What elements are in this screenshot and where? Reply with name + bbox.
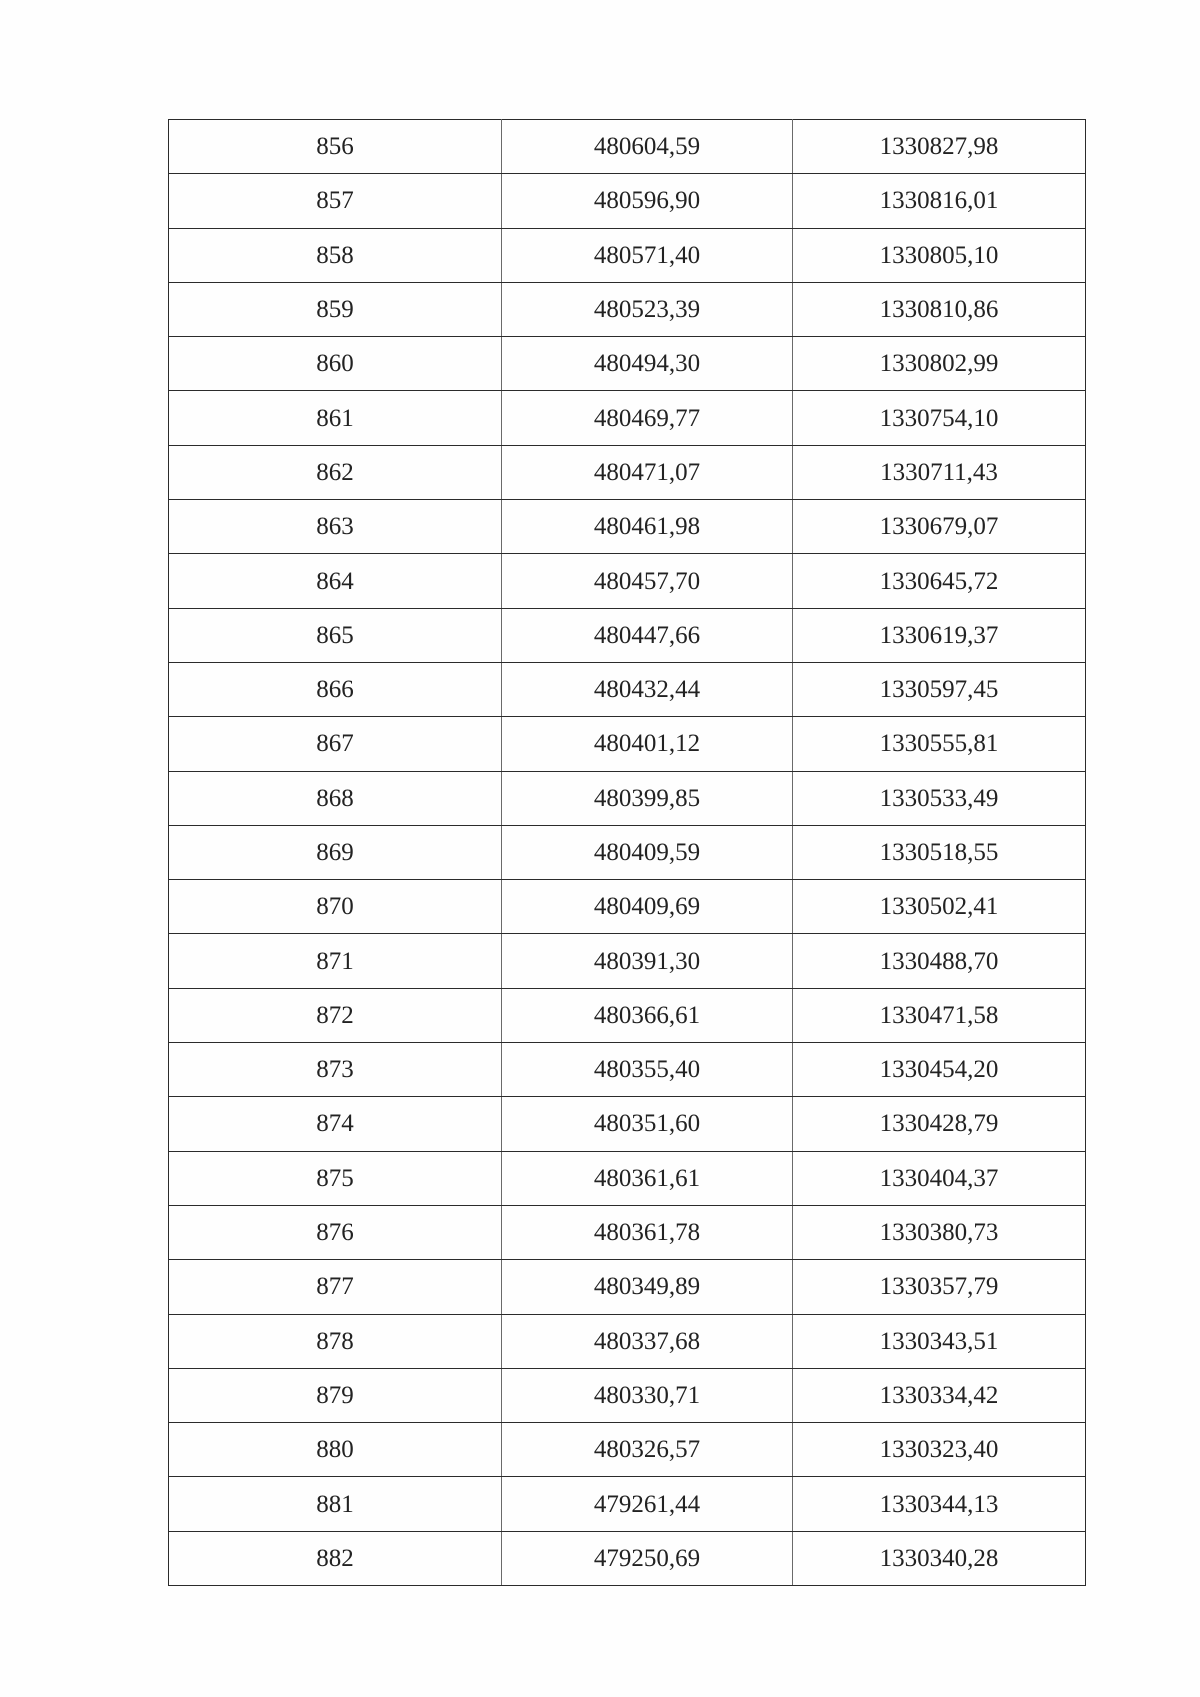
y-coordinate-cell: 1330344,13 <box>793 1477 1086 1531</box>
table-row <box>169 988 1086 1042</box>
table-row <box>169 391 1086 445</box>
point-number-cell: 857 <box>169 174 502 228</box>
x-coordinate-cell: 480469,77 <box>502 391 793 445</box>
table-row <box>169 608 1086 662</box>
table-row <box>169 500 1086 554</box>
x-coordinate-cell: 480351,60 <box>502 1097 793 1151</box>
y-coordinate-cell: 1330357,79 <box>793 1260 1086 1314</box>
y-coordinate-cell: 1330323,40 <box>793 1423 1086 1477</box>
table-row <box>169 1477 1086 1531</box>
table-row <box>169 228 1086 282</box>
point-number-cell: 865 <box>169 608 502 662</box>
point-number-cell: 858 <box>169 228 502 282</box>
y-coordinate-cell: 1330533,49 <box>793 771 1086 825</box>
y-coordinate-cell: 1330343,51 <box>793 1314 1086 1368</box>
x-coordinate-cell: 480432,44 <box>502 662 793 716</box>
point-number-cell: 866 <box>169 662 502 716</box>
table-row <box>169 1423 1086 1477</box>
table-row <box>169 337 1086 391</box>
y-coordinate-cell: 1330597,45 <box>793 662 1086 716</box>
x-coordinate-cell: 480494,30 <box>502 337 793 391</box>
x-coordinate-cell: 480457,70 <box>502 554 793 608</box>
x-coordinate-cell: 480401,12 <box>502 717 793 771</box>
table-row <box>169 1260 1086 1314</box>
point-number-cell: 868 <box>169 771 502 825</box>
point-number-cell: 872 <box>169 988 502 1042</box>
y-coordinate-cell: 1330428,79 <box>793 1097 1086 1151</box>
table-row <box>169 445 1086 499</box>
y-coordinate-cell: 1330810,86 <box>793 282 1086 336</box>
x-coordinate-cell: 480604,59 <box>502 120 793 174</box>
table-row <box>169 282 1086 336</box>
table-row <box>169 771 1086 825</box>
table-row <box>169 120 1086 174</box>
x-coordinate-cell: 480391,30 <box>502 934 793 988</box>
point-number-cell: 882 <box>169 1531 502 1585</box>
point-number-cell: 878 <box>169 1314 502 1368</box>
y-coordinate-cell: 1330754,10 <box>793 391 1086 445</box>
point-number-cell: 875 <box>169 1151 502 1205</box>
y-coordinate-cell: 1330711,43 <box>793 445 1086 499</box>
x-coordinate-cell: 480571,40 <box>502 228 793 282</box>
y-coordinate-cell: 1330555,81 <box>793 717 1086 771</box>
table-row <box>169 880 1086 934</box>
y-coordinate-cell: 1330619,37 <box>793 608 1086 662</box>
point-number-cell: 879 <box>169 1368 502 1422</box>
x-coordinate-cell: 480366,61 <box>502 988 793 1042</box>
point-number-cell: 859 <box>169 282 502 336</box>
x-coordinate-cell: 479250,69 <box>502 1531 793 1585</box>
y-coordinate-cell: 1330404,37 <box>793 1151 1086 1205</box>
table-row <box>169 1531 1086 1585</box>
point-number-cell: 871 <box>169 934 502 988</box>
y-coordinate-cell: 1330380,73 <box>793 1205 1086 1259</box>
x-coordinate-cell: 480337,68 <box>502 1314 793 1368</box>
point-number-cell: 863 <box>169 500 502 554</box>
x-coordinate-cell: 480471,07 <box>502 445 793 499</box>
table-row <box>169 1205 1086 1259</box>
x-coordinate-cell: 480399,85 <box>502 771 793 825</box>
table-row <box>169 934 1086 988</box>
point-number-cell: 880 <box>169 1423 502 1477</box>
point-number-cell: 876 <box>169 1205 502 1259</box>
x-coordinate-cell: 480361,61 <box>502 1151 793 1205</box>
x-coordinate-cell: 480330,71 <box>502 1368 793 1422</box>
point-number-cell: 870 <box>169 880 502 934</box>
y-coordinate-cell: 1330502,41 <box>793 880 1086 934</box>
point-number-cell: 856 <box>169 120 502 174</box>
table-row <box>169 1043 1086 1097</box>
y-coordinate-cell: 1330334,42 <box>793 1368 1086 1422</box>
point-number-cell: 881 <box>169 1477 502 1531</box>
y-coordinate-cell: 1330454,20 <box>793 1043 1086 1097</box>
y-coordinate-cell: 1330827,98 <box>793 120 1086 174</box>
coordinates-table <box>168 119 1086 1586</box>
x-coordinate-cell: 480523,39 <box>502 282 793 336</box>
point-number-cell: 860 <box>169 337 502 391</box>
table-row <box>169 1314 1086 1368</box>
table-row <box>169 174 1086 228</box>
point-number-cell: 874 <box>169 1097 502 1151</box>
y-coordinate-cell: 1330488,70 <box>793 934 1086 988</box>
point-number-cell: 877 <box>169 1260 502 1314</box>
point-number-cell: 862 <box>169 445 502 499</box>
x-coordinate-cell: 479261,44 <box>502 1477 793 1531</box>
y-coordinate-cell: 1330805,10 <box>793 228 1086 282</box>
x-coordinate-cell: 480361,78 <box>502 1205 793 1259</box>
x-coordinate-cell: 480349,89 <box>502 1260 793 1314</box>
table-row <box>169 1368 1086 1422</box>
table-row <box>169 554 1086 608</box>
y-coordinate-cell: 1330802,99 <box>793 337 1086 391</box>
point-number-cell: 867 <box>169 717 502 771</box>
x-coordinate-cell: 480447,66 <box>502 608 793 662</box>
point-number-cell: 869 <box>169 825 502 879</box>
table-row <box>169 825 1086 879</box>
x-coordinate-cell: 480409,59 <box>502 825 793 879</box>
y-coordinate-cell: 1330340,28 <box>793 1531 1086 1585</box>
point-number-cell: 861 <box>169 391 502 445</box>
y-coordinate-cell: 1330645,72 <box>793 554 1086 608</box>
table-row <box>169 1097 1086 1151</box>
x-coordinate-cell: 480355,40 <box>502 1043 793 1097</box>
y-coordinate-cell: 1330679,07 <box>793 500 1086 554</box>
table-row <box>169 717 1086 771</box>
y-coordinate-cell: 1330518,55 <box>793 825 1086 879</box>
x-coordinate-cell: 480461,98 <box>502 500 793 554</box>
table-row <box>169 1151 1086 1205</box>
point-number-cell: 864 <box>169 554 502 608</box>
x-coordinate-cell: 480596,90 <box>502 174 793 228</box>
x-coordinate-cell: 480409,69 <box>502 880 793 934</box>
table-row <box>169 662 1086 716</box>
y-coordinate-cell: 1330816,01 <box>793 174 1086 228</box>
point-number-cell: 873 <box>169 1043 502 1097</box>
coordinates-table-body <box>169 120 1086 1586</box>
y-coordinate-cell: 1330471,58 <box>793 988 1086 1042</box>
x-coordinate-cell: 480326,57 <box>502 1423 793 1477</box>
